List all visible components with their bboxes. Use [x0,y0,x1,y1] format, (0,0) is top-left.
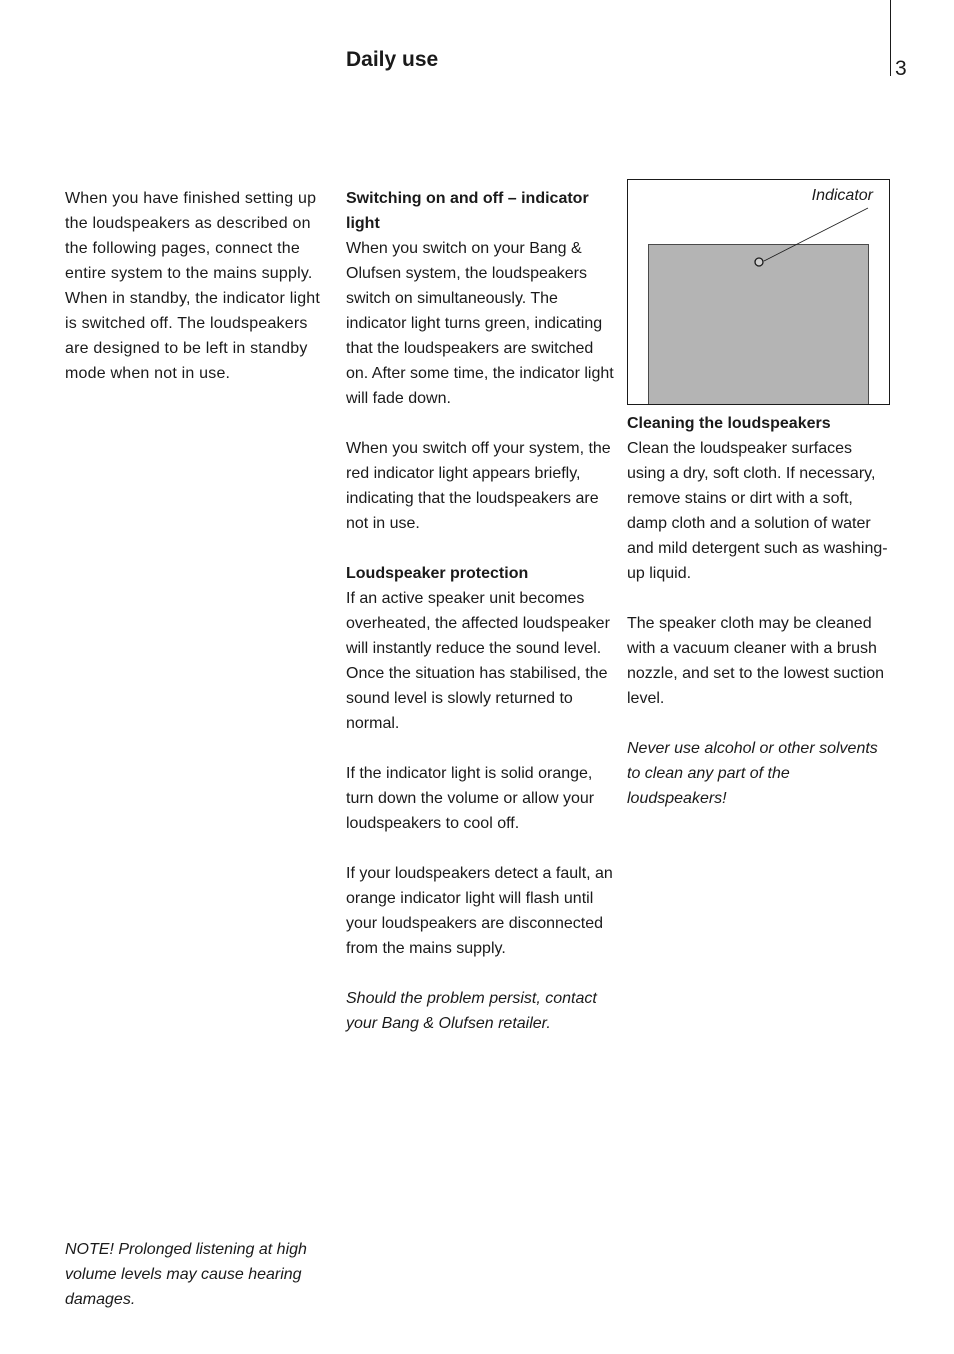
middle-column [346,186,616,1061]
cleaning-paragraph-2: The speaker cloth may be cleaned with a vacuum cleaner with a brush nozzle, and set to the lowest suction level. [627,615,885,707]
intro-paragraph: When you have finished setting up the loudspeakers as described on the following pages, connect the entire system to the mains supply. When in standby, the indicator light is switched off. The loudspeakers are designed to be left in standby mode when not in use. [65,190,321,382]
cleaning-paragraph-1: Clean the loudspeaker surfaces using a dry, soft cloth. If necessary, remove stains or dirt with a soft, damp cloth and a solution of water and mild detergent such as washing-up liquid. [627,440,888,582]
switching-paragraph-2: When you switch off your system, the red indicator light appears briefly, indicating that the loudspeakers are not in use. [346,440,611,532]
right-column [627,411,893,836]
intro-column [65,186,333,411]
switching-paragraph-1: When you switch on your Bang & Olufsen system, the loudspeakers switch on simultaneously. The indicator light turns green, indicating that the loudspeakers are switched on. After some time, the indicator light will fade down. [346,240,614,407]
indicator-illustration [627,179,890,405]
page-title: Daily use [346,48,439,71]
hearing-note: NOTE! Prolonged listening at high volume levels may cause hearing damages. [65,1241,307,1308]
protection-paragraph-1: If an active speaker unit becomes overheated, the affected loudspeaker will instantly reduce the sound level. Once the situation has stabilised, the sound level is slowly returned to normal. [346,590,610,732]
cleaning-paragraph-3: Never use alcohol or other solvents to clean any part of the loudspeakers! [627,740,878,807]
switching-heading: Switching on and off – indicator light [346,190,589,232]
page-number: 3 [895,57,907,80]
protection-paragraph-4: Should the problem persist, contact your Bang & Olufsen retailer. [346,990,597,1032]
indicator-leader-line [628,180,889,404]
indicator-light-icon [755,258,763,266]
cleaning-heading: Cleaning the loudspeakers [627,415,831,432]
protection-paragraph-3: If your loudspeakers detect a fault, an orange indicator light will flash until your loudspeakers are disconnected from the mains supply. [346,865,613,957]
indicator-label: Indicator [811,187,873,204]
protection-heading: Loudspeaker protection [346,565,529,582]
protection-paragraph-2: If the indicator light is solid orange, turn down the volume or allow your loudspeakers to cool off. [346,765,595,832]
page-number-rule [890,0,891,76]
